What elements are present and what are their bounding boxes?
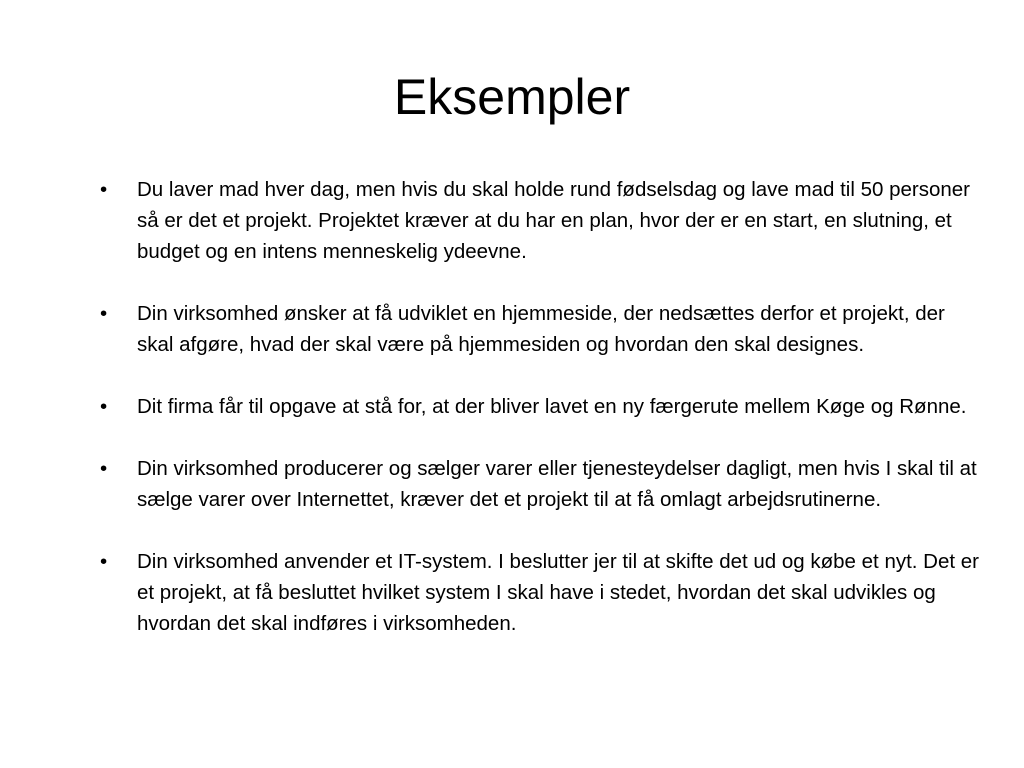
bullet-text: Din virksomhed anvender et IT-system. I beslutter jer til at skifte det ud og købe et nyt. Det er et projekt, at få besluttet hvilket system I skal have i stedet, hvordan det skal udvikles og hvordan det skal indføres i virksomheden. [137, 550, 980, 635]
bullet-text: Din virksomhed ønsker at få udviklet en hjemmeside, der nedsættes derfor et projekt, der skal afgøre, hvad der skal være på hjemmesiden og hvordan den skal designes. [137, 302, 945, 356]
bullet-item [100, 453, 980, 515]
bullet-dot-icon: • [100, 550, 108, 573]
bullet-dot-icon: • [100, 457, 108, 480]
bullet-item [100, 391, 980, 422]
bullet-item [100, 546, 980, 639]
bullet-list [100, 174, 980, 639]
bullet-dot-icon: • [100, 395, 108, 418]
bullet-dot-icon: • [100, 302, 108, 325]
bullet-item [100, 298, 980, 360]
bullet-dot-icon: • [100, 178, 108, 201]
slide-title: Eksempler [393, 69, 631, 125]
bullet-text: Du laver mad hver dag, men hvis du skal holde rund fødselsdag og lave mad til 50 personer så er det et projekt. Projektet kræver at du har en plan, hvor der er en start, en slutning, et budget og en intens menneskelig ydeevne. [137, 178, 970, 263]
bullet-text: Din virksomhed producerer og sælger varer eller tjenesteydelser dagligt, men hvis I skal til at sælge varer over Internettet, kræver det et projekt til at få omlagt arbejdsrutinerne. [137, 457, 977, 511]
bullet-text: Dit firma får til opgave at stå for, at der bliver lavet en ny færgerute mellem Køge og Rønne. [137, 395, 967, 418]
bullet-item [100, 174, 980, 267]
